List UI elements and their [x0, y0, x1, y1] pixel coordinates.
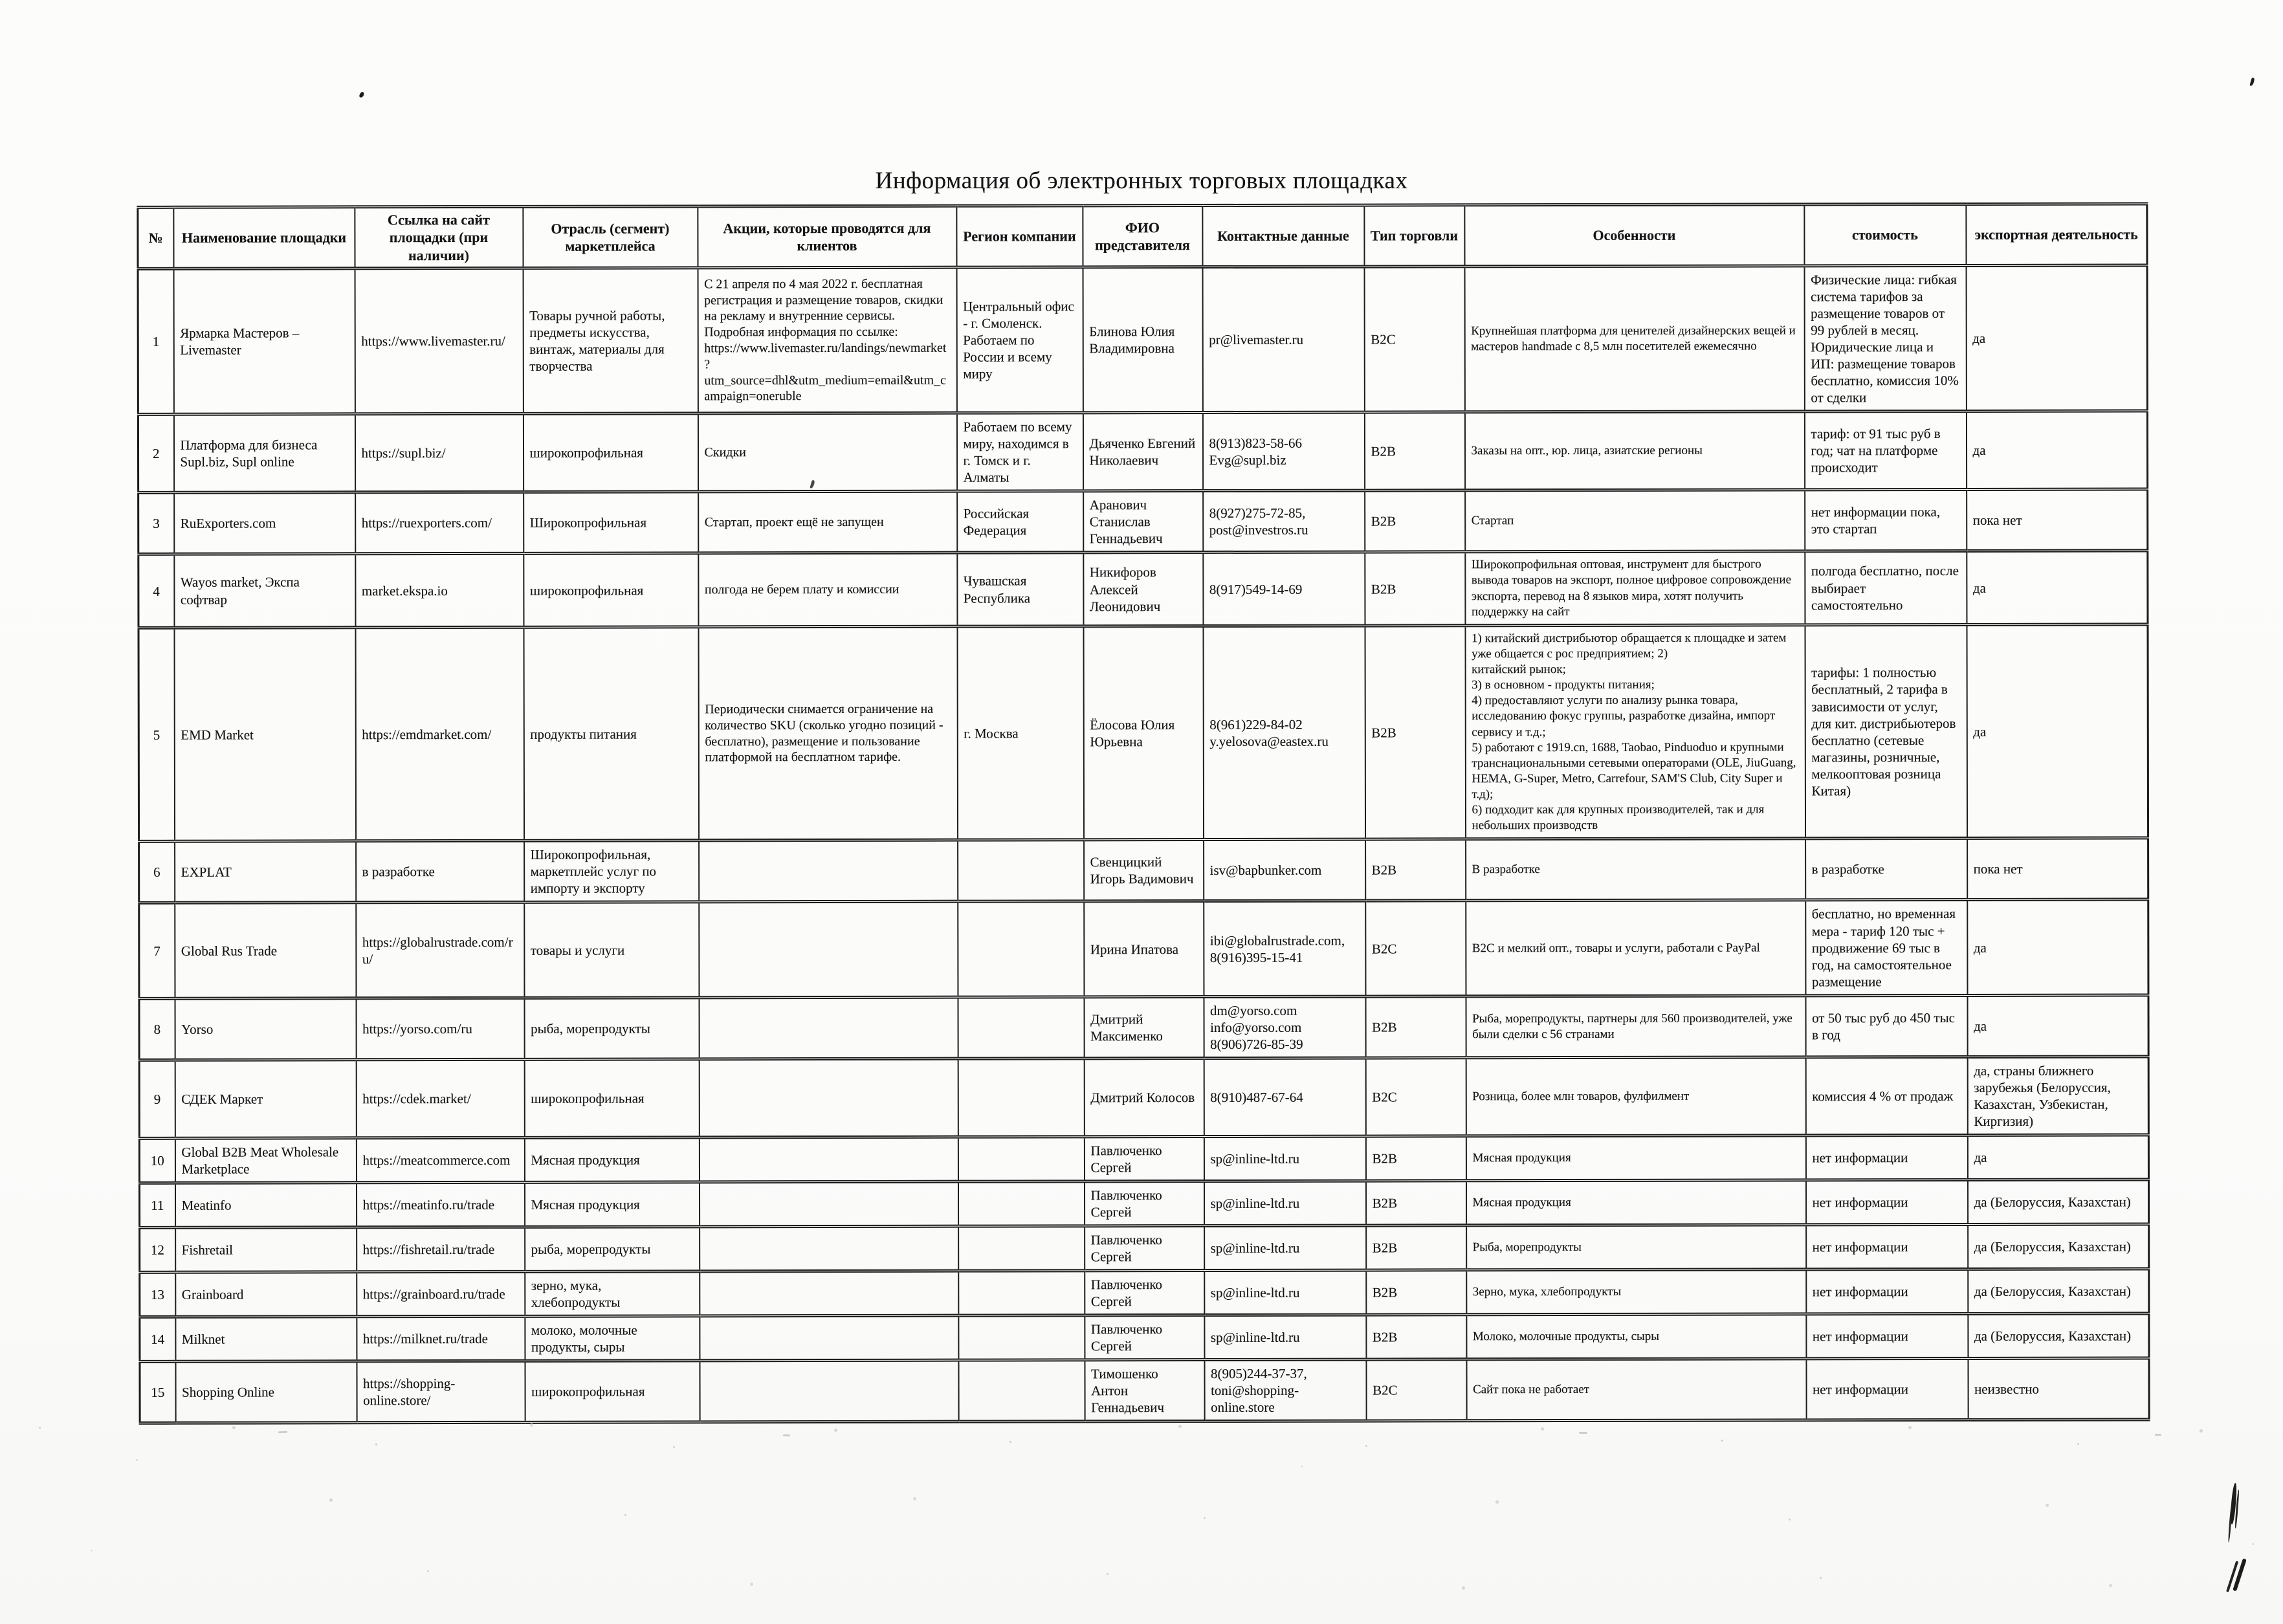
cell-segment: Широкопрофильная: [524, 492, 698, 554]
cell-contacts: pr@livemaster.ru: [1202, 267, 1364, 413]
cell-representative: Тимошенко Антон Геннадьевич: [1085, 1360, 1204, 1421]
table-header: [138, 204, 2147, 269]
cell-region: г. Москва: [957, 626, 1084, 840]
cell-segment: широкопрофильная: [524, 553, 698, 627]
cell-segment: зерно, мука, хлебопродукты: [525, 1271, 700, 1317]
cell-features: Мясная продукция: [1466, 1180, 1805, 1225]
cell-representative: Павлюченко Сергей: [1085, 1271, 1204, 1315]
cell-export: да: [1967, 624, 2148, 839]
cell-number: 4: [138, 554, 174, 628]
cell-region: Центральный офис - г. Смоленск. Работаем по России и всему миру: [956, 267, 1083, 413]
cell-promotions: полгода не берем плату и комиссии: [698, 553, 957, 626]
cell-segment: рыба, морепродукты: [525, 1227, 700, 1272]
cell-features: 1) китайский дистрибьютор обращается к площадке и затем уже общается с рос предприятием; 2) китайский рынок; 3) в основном - продукты питания; 4) предоставляют услуги по анализу рынка товара, исследованию фокус группы, разработке дизайна, импорт сервису и т.д.; 5) работают с 1919.cn, 1688, Taobao, Pinduoduo и крупными транснациональными сетевыми операторами (OLE, JiuGuang, HEMA, G-Super, Metro, Carrefour, SAM'S Club, City Super и т.д); 6) подходит как для крупных производителей, так и для небольших производств: [1465, 625, 1805, 840]
cell-number: 14: [140, 1317, 175, 1361]
column-header-site-url: Ссылка на сайт площадки (при наличии): [355, 206, 523, 268]
cell-contacts: 8(917)549-14-69: [1203, 552, 1365, 626]
cell-contacts: sp@inline-ltd.ru: [1204, 1181, 1365, 1225]
cell-price: от 50 тыс руб до 450 тыс в год: [1805, 995, 1967, 1057]
document-title: Информация об электронных торговых площадках: [875, 168, 1408, 194]
table-row: [138, 411, 2147, 493]
cell-segment: товары и услуги: [524, 902, 699, 998]
cell-segment: рыба, морепродукты: [524, 998, 699, 1060]
cell-segment: Мясная продукция: [524, 1182, 699, 1227]
cell-trade-type: B2B: [1365, 626, 1466, 840]
table-row: [139, 1057, 2148, 1139]
cell-price: бесплатно, но временная мера - тариф 120 тыс + продвижение 69 тыс в год, на самостоятельное размещение: [1805, 900, 1967, 996]
cell-representative: Аранович Станислав Геннадьевич: [1083, 491, 1203, 553]
column-header-platform-name: Наименование площадки: [173, 207, 355, 269]
cell-price: в разработке: [1805, 839, 1967, 901]
cell-platform-name: EMD Market: [174, 628, 356, 842]
cell-site-url: https://www.livemaster.ru/: [355, 268, 523, 414]
table-body: [138, 265, 2149, 1423]
cell-features: Молоко, молочные продукты, сыры: [1466, 1314, 1806, 1359]
cell-region: Работаем по всему миру, находимся в г. Томск и г. Алматы: [956, 413, 1083, 491]
cell-number: 10: [139, 1138, 175, 1183]
cell-contacts: 8(905)244-37-37, toni@shopping-online.store: [1204, 1359, 1366, 1421]
cell-price: нет информации: [1806, 1314, 1968, 1359]
cell-promotions: [700, 1360, 958, 1422]
cell-promotions: С 21 апреля по 4 мая 2022 г. бесплатная регистрация и размещение товаров, скидки на рекламу и внутренние сервисы. Подробная информация по ссылке: https://www.livemaster.ru/landings/newmarket?utm_source=dhl&utm_medium=email&utm_campaign=oneruble: [698, 267, 956, 413]
table-row: [138, 624, 2148, 842]
cell-platform-name: Grainboard: [175, 1272, 357, 1317]
cell-price: нет информации: [1806, 1224, 1968, 1269]
cell-platform-name: СДЕК Маркет: [175, 1060, 356, 1139]
cell-price: нет информации: [1805, 1180, 1967, 1224]
cell-site-url: https://globalrustrade.com/ru/: [356, 903, 524, 998]
cell-trade-type: B2C: [1364, 267, 1464, 413]
scan-artifact-comma: [2250, 78, 2255, 87]
cell-price: нет информации: [1806, 1359, 1968, 1421]
cell-trade-type: B2B: [1365, 996, 1466, 1057]
cell-export: да (Белоруссия, Казахстан): [1968, 1269, 2149, 1314]
cell-platform-name: EXPLAT: [175, 841, 356, 903]
table-row: [140, 1313, 2149, 1361]
cell-number: 13: [140, 1272, 175, 1317]
platforms-table: [137, 202, 2150, 1425]
cell-region: [958, 1181, 1084, 1226]
cell-export: да: [1967, 551, 2148, 624]
column-header-features: Особенности: [1464, 204, 1804, 267]
table-row: [139, 838, 2148, 903]
cell-price: нет информации: [1805, 1135, 1967, 1180]
scan-artifact-ink-mark: [2230, 1483, 2237, 1524]
cell-segment: Мясная продукция: [524, 1137, 699, 1183]
cell-number: 12: [140, 1227, 175, 1272]
cell-representative: Ирина Ипатова: [1084, 901, 1204, 996]
cell-export: пока нет: [1967, 838, 2148, 900]
cell-trade-type: B2B: [1366, 1270, 1466, 1315]
cell-number: 9: [139, 1060, 175, 1138]
cell-trade-type: B2B: [1366, 1315, 1466, 1359]
cell-contacts: sp@inline-ltd.ru: [1204, 1225, 1366, 1270]
cell-region: [958, 901, 1084, 996]
cell-contacts: sp@inline-ltd.ru: [1204, 1315, 1366, 1359]
cell-features: Мясная продукция: [1466, 1136, 1805, 1181]
scan-artifact-speck: [358, 91, 364, 98]
cell-number: 6: [139, 842, 175, 903]
cell-promotions: [699, 997, 958, 1059]
table-row: [138, 265, 2147, 415]
cell-price: комиссия 4 % от продаж: [1805, 1057, 1967, 1136]
cell-region: [958, 840, 1084, 901]
cell-region: [958, 1271, 1085, 1315]
table-row: [140, 1224, 2149, 1272]
cell-region: [958, 1137, 1084, 1181]
cell-features: Широкопрофильная оптовая, инструмент для быстрого вывода товаров на экспорт, полное цифровое сопровождение экспорта, перевод на 8 языков мира, хотят получить поддержку на сайт: [1465, 551, 1805, 625]
cell-platform-name: Global B2B Meat Wholesale Marketplace: [175, 1138, 356, 1183]
cell-site-url: market.ekspa.io: [355, 554, 524, 628]
cell-trade-type: B2B: [1365, 490, 1465, 552]
cell-site-url: https://meatcommerce.com: [356, 1137, 524, 1183]
cell-site-url: https://emdmarket.com/: [355, 627, 524, 841]
cell-representative: Дьяченко Евгений Николаевич: [1083, 413, 1202, 491]
cell-representative: Павлюченко Сергей: [1084, 1136, 1204, 1181]
cell-number: 1: [138, 269, 173, 414]
cell-representative: Блинова Юлия Владимировна: [1083, 267, 1202, 413]
table-row: [138, 489, 2148, 554]
cell-features: В разработке: [1466, 839, 1805, 901]
cell-contacts: isv@bapbunker.com: [1204, 839, 1365, 901]
cell-site-url: https://yorso.com/ru: [356, 998, 524, 1060]
cell-region: [958, 1360, 1085, 1421]
table-row: [140, 1269, 2149, 1317]
scan-artifact-dash: [278, 1431, 287, 1433]
scan-artifact-dash: [783, 1434, 790, 1436]
cell-platform-name: Fishretail: [175, 1227, 357, 1273]
cell-region: [958, 1315, 1085, 1360]
cell-promotions: [699, 1137, 958, 1182]
cell-platform-name: Meatinfo: [175, 1183, 356, 1228]
column-header-representative: ФИО представителя: [1083, 206, 1202, 267]
cell-trade-type: B2C: [1365, 901, 1466, 996]
cell-export: да: [1967, 1135, 2148, 1180]
cell-trade-type: B2B: [1365, 1181, 1466, 1225]
cell-promotions: [700, 1271, 958, 1316]
cell-site-url: https://cdek.market/: [356, 1059, 524, 1138]
cell-trade-type: B2B: [1366, 1225, 1466, 1270]
cell-promotions: [699, 1059, 958, 1137]
cell-number: 11: [139, 1183, 175, 1227]
cell-region: Российская Федерация: [957, 491, 1083, 553]
cell-number: 8: [139, 998, 175, 1060]
table-row: [140, 1358, 2149, 1423]
cell-contacts: 8(961)229-84-02 y.yelosova@eastex.ru: [1203, 626, 1365, 840]
cell-segment: Широкопрофильная, маркетплейс услуг по импорту и экспорту: [524, 840, 699, 903]
cell-contacts: 8(910)487-67-64: [1204, 1058, 1365, 1137]
cell-number: 2: [138, 414, 173, 492]
cell-trade-type: B2C: [1365, 1058, 1466, 1136]
column-header-contacts: Контактные данные: [1202, 205, 1364, 267]
cell-site-url: https://ruexporters.com/: [355, 492, 524, 554]
cell-price: нет информации пока, это стартап: [1805, 490, 1967, 552]
cell-export: да: [1967, 995, 2148, 1057]
cell-trade-type: B2B: [1364, 412, 1464, 490]
scan-noise-band: [39, 1427, 41, 1429]
cell-promotions: [699, 840, 958, 903]
column-header-price: стоимость: [1804, 204, 1966, 265]
cell-region: [958, 1059, 1084, 1137]
cell-contacts: 8(927)275-72-85, post@investros.ru: [1203, 490, 1365, 553]
cell-contacts: sp@inline-ltd.ru: [1204, 1136, 1365, 1181]
column-header-trade-type: Тип торговли: [1364, 205, 1464, 267]
cell-segment: широкопрофильная: [525, 1361, 700, 1423]
cell-site-url: https://milknet.ru/trade: [357, 1316, 525, 1361]
cell-features: Рыба, морепродукты, партнеры для 560 производителей, уже были сделки с 56 странами: [1466, 996, 1805, 1058]
cell-promotions: Периодически снимается ограничение на количество SKU (сколько угодно позиций - бесплатно), размещение и пользование платформой на бесплатном тарифе.: [698, 626, 958, 840]
cell-promotions: [699, 1181, 958, 1227]
cell-platform-name: Shopping Online: [175, 1361, 357, 1423]
cell-promotions: Скидки: [698, 413, 956, 492]
cell-features: Рыба, морепродукты: [1466, 1225, 1806, 1270]
cell-export: да: [1966, 411, 2147, 490]
cell-segment: продукты питания: [524, 627, 699, 841]
scan-artifact-ink-mark: [2233, 1558, 2247, 1591]
cell-features: Заказы на опт., юр. лица, азиатские регионы: [1464, 411, 1804, 490]
cell-export: пока нет: [1967, 489, 2148, 551]
cell-site-url: https://grainboard.ru/trade: [357, 1271, 525, 1317]
cell-representative: Павлюченко Сергей: [1084, 1181, 1204, 1225]
cell-site-url: https://fishretail.ru/trade: [357, 1227, 525, 1272]
cell-platform-name: Ярмарка Мастеров – Livemaster: [173, 269, 355, 415]
cell-export: да, страны ближнего зарубежья (Белоруссия, Казахстан, Узбекистан, Киргизия): [1967, 1057, 2148, 1136]
cell-export: неизвестно: [1968, 1358, 2149, 1420]
table-row: [138, 551, 2148, 628]
cell-representative: Никифоров Алексей Леонидович: [1083, 553, 1203, 626]
cell-platform-name: Global Rus Trade: [175, 903, 356, 998]
cell-trade-type: B2B: [1365, 552, 1465, 626]
cell-promotions: [700, 1315, 958, 1361]
cell-features: Крупнейшая платформа для ценителей дизайнерских вещей и мастеров handmade с 8,5 млн посетителей ежемесячно: [1464, 266, 1804, 412]
cell-features: Зерно, мука, хлебопродукты: [1466, 1269, 1806, 1315]
cell-export: да (Белоруссия, Казахстан): [1967, 1180, 2148, 1225]
cell-platform-name: RuExporters.com: [174, 492, 355, 554]
cell-promotions: Стартап, проект ещё не запущен: [698, 491, 957, 553]
cell-site-url: https://meatinfo.ru/trade: [356, 1182, 524, 1227]
cell-segment: молоко, молочные продукты, сыры: [525, 1316, 700, 1361]
scan-artifact-dash: [2155, 1434, 2161, 1436]
cell-features: B2C и мелкий опт., товары и услуги, работали с PayPal: [1466, 900, 1805, 996]
cell-price: Физические лица: гибкая система тарифов за размещение товаров от 99 рублей в месяц. Юридические лица и ИП: размещение товаров бесплатно, комиссия 10% от сделки: [1804, 265, 1966, 411]
cell-number: 3: [138, 492, 174, 554]
cell-price: тариф: от 91 тыс руб в год; чат на платформе происходит: [1804, 411, 1966, 490]
cell-export: да (Белоруссия, Казахстан): [1968, 1313, 2149, 1359]
cell-segment: Товары ручной работы, предметы искусства, винтаж, материалы для творчества: [523, 268, 698, 414]
column-header-promotions: Акции, которые проводятся для клиентов: [698, 206, 956, 267]
cell-platform-name: Yorso: [175, 998, 356, 1060]
cell-representative: Дмитрий Колосов: [1084, 1058, 1204, 1136]
cell-representative: Ёлосова Юлия Юрьевна: [1083, 626, 1204, 840]
cell-export: да: [1966, 265, 2147, 411]
column-header-export: экспортная деятельность: [1966, 204, 2147, 265]
table-row: [139, 899, 2148, 998]
cell-price: полгода бесплатно, после выбирает самостоятельно: [1805, 551, 1967, 625]
cell-site-url: в разработке: [356, 841, 524, 903]
cell-trade-type: B2B: [1365, 839, 1466, 901]
cell-platform-name: Платформа для бизнеса Supl.biz, Supl online: [173, 414, 355, 493]
cell-representative: Дмитрий Максименко: [1084, 996, 1204, 1058]
cell-contacts: 8(913)823-58-66 Evg@supl.biz: [1202, 412, 1364, 491]
table-row: [139, 1135, 2148, 1183]
cell-number: 15: [140, 1361, 175, 1423]
column-header-segment: Отрасль (сегмент) маркетплейса: [523, 206, 698, 268]
cell-representative: Свенцицкий Игорь Вадимович: [1084, 840, 1204, 901]
header-row: [138, 204, 2147, 269]
cell-site-url: https://shopping-online.store/: [357, 1361, 525, 1423]
cell-features: Стартап: [1465, 490, 1805, 552]
cell-promotions: [700, 1226, 958, 1271]
column-header-number: №: [138, 207, 173, 269]
cell-representative: Павлюченко Сергей: [1085, 1315, 1204, 1360]
cell-price: тарифы: 1 полностью бесплатный, 2 тарифа в зависимости от услуг, для кит. дистрибьютеров бесплатно (сетевые магазины, розничные, мелкооптовая розница Китая): [1805, 624, 1967, 839]
cell-trade-type: B2C: [1366, 1359, 1466, 1421]
cell-region: Чувашская Республика: [957, 553, 1083, 626]
cell-segment: широкопрофильная: [523, 413, 698, 492]
cell-number: 5: [138, 628, 175, 842]
cell-export: да (Белоруссия, Казахстан): [1968, 1224, 2149, 1269]
cell-features: Розница, более млн товаров, фулфилмент: [1466, 1057, 1805, 1136]
cell-representative: Павлюченко Сергей: [1085, 1226, 1204, 1271]
cell-region: [958, 1226, 1085, 1271]
cell-contacts: sp@inline-ltd.ru: [1204, 1270, 1366, 1315]
cell-export: да: [1967, 899, 2148, 995]
column-header-region: Регион компании: [956, 206, 1083, 267]
cell-region: [958, 996, 1084, 1058]
cell-contacts: dm@yorso.com info@yorso.com 8(906)726-85-39: [1204, 996, 1365, 1059]
cell-platform-name: Wayos market, Экспа софтвар: [174, 554, 355, 628]
cell-segment: широкопрофильная: [524, 1059, 699, 1138]
table-row: [139, 1180, 2148, 1227]
table-row: [139, 995, 2148, 1060]
cell-number: 7: [139, 903, 175, 998]
cell-trade-type: B2B: [1365, 1136, 1466, 1181]
scan-artifact-dash: [1579, 1432, 1587, 1434]
cell-site-url: https://supl.biz/: [355, 413, 523, 492]
cell-platform-name: Milknet: [175, 1317, 357, 1362]
cell-price: нет информации: [1806, 1269, 1968, 1314]
cell-promotions: [699, 902, 958, 998]
cell-contacts: ibi@globalrustrade.com, 8(916)395-15-41: [1204, 901, 1365, 997]
table-wrapper: [137, 202, 2283, 1425]
cell-features: Сайт пока не работает: [1466, 1359, 1806, 1421]
